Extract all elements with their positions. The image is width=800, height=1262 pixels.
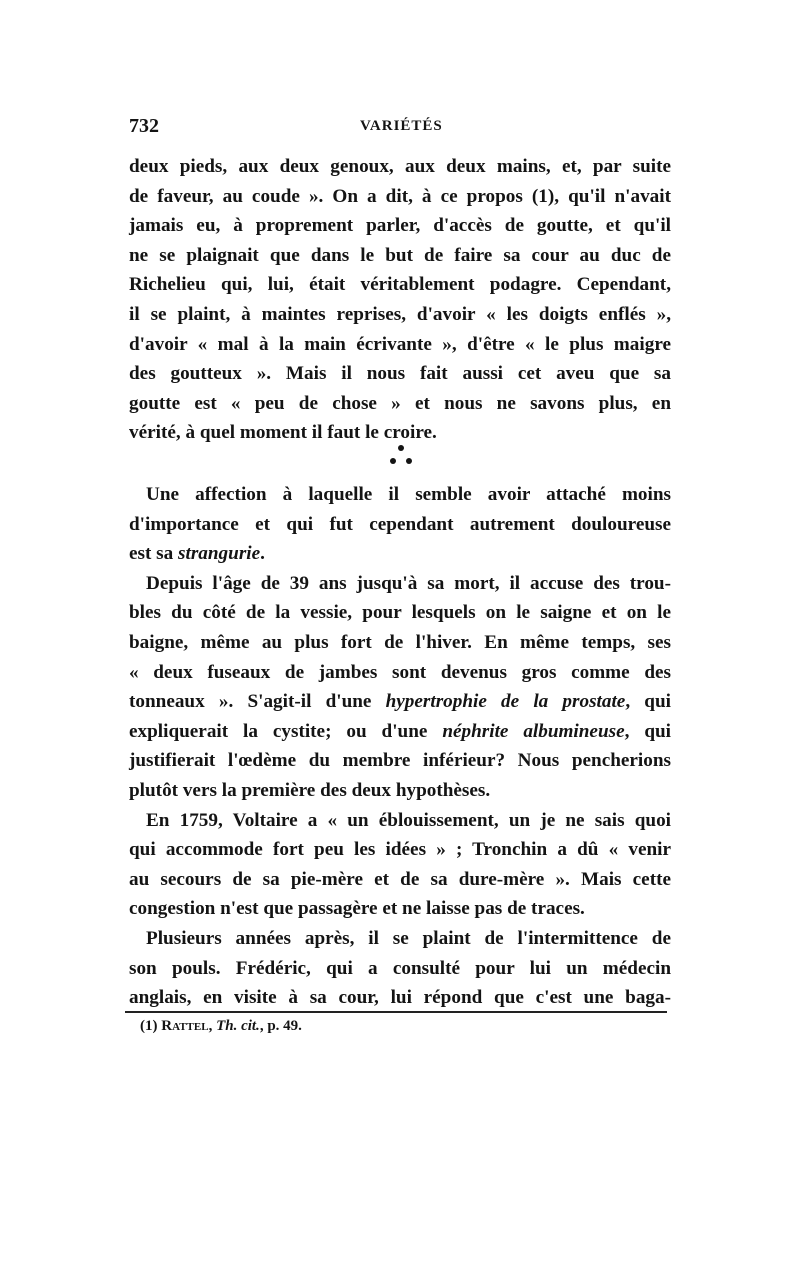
text-line: goutte est « peu de chose » et nous ne savons plus, en xyxy=(129,392,671,414)
footnote: (1) Rattel, Th. cit., p. 49. xyxy=(140,1018,302,1034)
text-line: bles du côté de la vessie, pour lesquels on le saigne et on le xyxy=(129,602,671,624)
main-text xyxy=(129,480,671,1013)
text-line: d'importance et qui fut cependant autrement douloureuse xyxy=(129,513,671,535)
text-line: de faveur, au coude ». On a dit, à ce propos (1), qu'il n'avait xyxy=(129,185,671,207)
text-line: En 1759, Voltaire a « un éblouissement, un je ne sais quoi xyxy=(146,809,671,831)
text-segment: , qui xyxy=(624,720,671,742)
text-line: son pouls. Frédéric, qui a consulté pour lui un médecin xyxy=(129,957,671,979)
text-line xyxy=(129,687,671,717)
text-segment: est sa xyxy=(129,543,179,565)
text-line: d'avoir « mal à la main écrivante », d'être « le plus maigre xyxy=(129,333,671,355)
text-line: des goutteux ». Mais il nous fait aussi cet aveu que sa xyxy=(129,363,671,385)
italic-term: néphrite albumineuse xyxy=(442,720,625,742)
text-line: deux pieds, aux deux genoux, aux deux mains, et, par suite xyxy=(129,156,671,177)
text-line: Plusieurs années après, il se plaint de l'intermittence de xyxy=(146,927,671,949)
text-line: vérité, à quel moment il faut le croire. xyxy=(129,422,437,444)
text-line: Une affection à laquelle il semble avoir attaché moins xyxy=(146,484,671,505)
italic-term: strangurie xyxy=(178,543,261,565)
footnote-divider xyxy=(125,1011,667,1013)
text-line: congestion n'est que passagère et ne laisse pas de traces. xyxy=(129,898,585,920)
text-segment: . xyxy=(260,543,265,565)
footnote-marker: (1) xyxy=(140,1018,158,1034)
text-line: Richelieu qui, lui, était véritablement podagre. Cependant, xyxy=(129,274,671,296)
text-line: ne se plaignait que dans le but de faire sa cour au duc de xyxy=(129,244,671,266)
text-line: plutôt vers la première des deux hypothèses. xyxy=(129,779,491,801)
footnote-author: Rattel xyxy=(161,1018,209,1034)
page-number: 732 xyxy=(129,115,159,137)
text-segment: , qui xyxy=(625,691,671,713)
paragraph-goutte xyxy=(129,152,671,448)
text-line xyxy=(129,717,671,747)
text-segment: expliquerait la cystite; ou d'une xyxy=(129,720,443,742)
text-line: il se plaint, à maintes reprises, d'avoir « les doigts enflés », xyxy=(129,303,671,325)
text-line: « deux fuseaux de jambes sont devenus gros comme des xyxy=(129,661,671,683)
text-line: qui accommode fort peu les idées » ; Tronchin a dû « venir xyxy=(129,839,671,861)
italic-term: hypertrophie de la prostate xyxy=(385,691,626,713)
running-head: VARIÉTÉS xyxy=(360,118,443,134)
text-segment: tonneaux ». S'agit-il d'une xyxy=(129,691,386,713)
text-line: anglais, en visite à sa cour, lui répond que c'est une baga- xyxy=(129,987,671,1009)
text-line: justifierait l'œdème du membre inférieur? Nous pencherions xyxy=(129,750,671,772)
text-line: baigne, même au plus fort de l'hiver. En même temps, ses xyxy=(129,631,671,653)
footnote-title: Th. cit. xyxy=(216,1018,260,1034)
asterism-icon xyxy=(386,440,416,470)
text-line: jamais eu, à proprement parler, d'accès de goutte, et qu'il xyxy=(129,215,671,237)
text-line: au secours de sa pie-mère et de sa dure-mère ». Mais cette xyxy=(129,868,671,890)
text-line xyxy=(129,539,671,569)
footnote-page-ref: p. 49. xyxy=(267,1018,302,1034)
text-line: Depuis l'âge de 39 ans jusqu'à sa mort, il accuse des trou- xyxy=(146,572,671,594)
